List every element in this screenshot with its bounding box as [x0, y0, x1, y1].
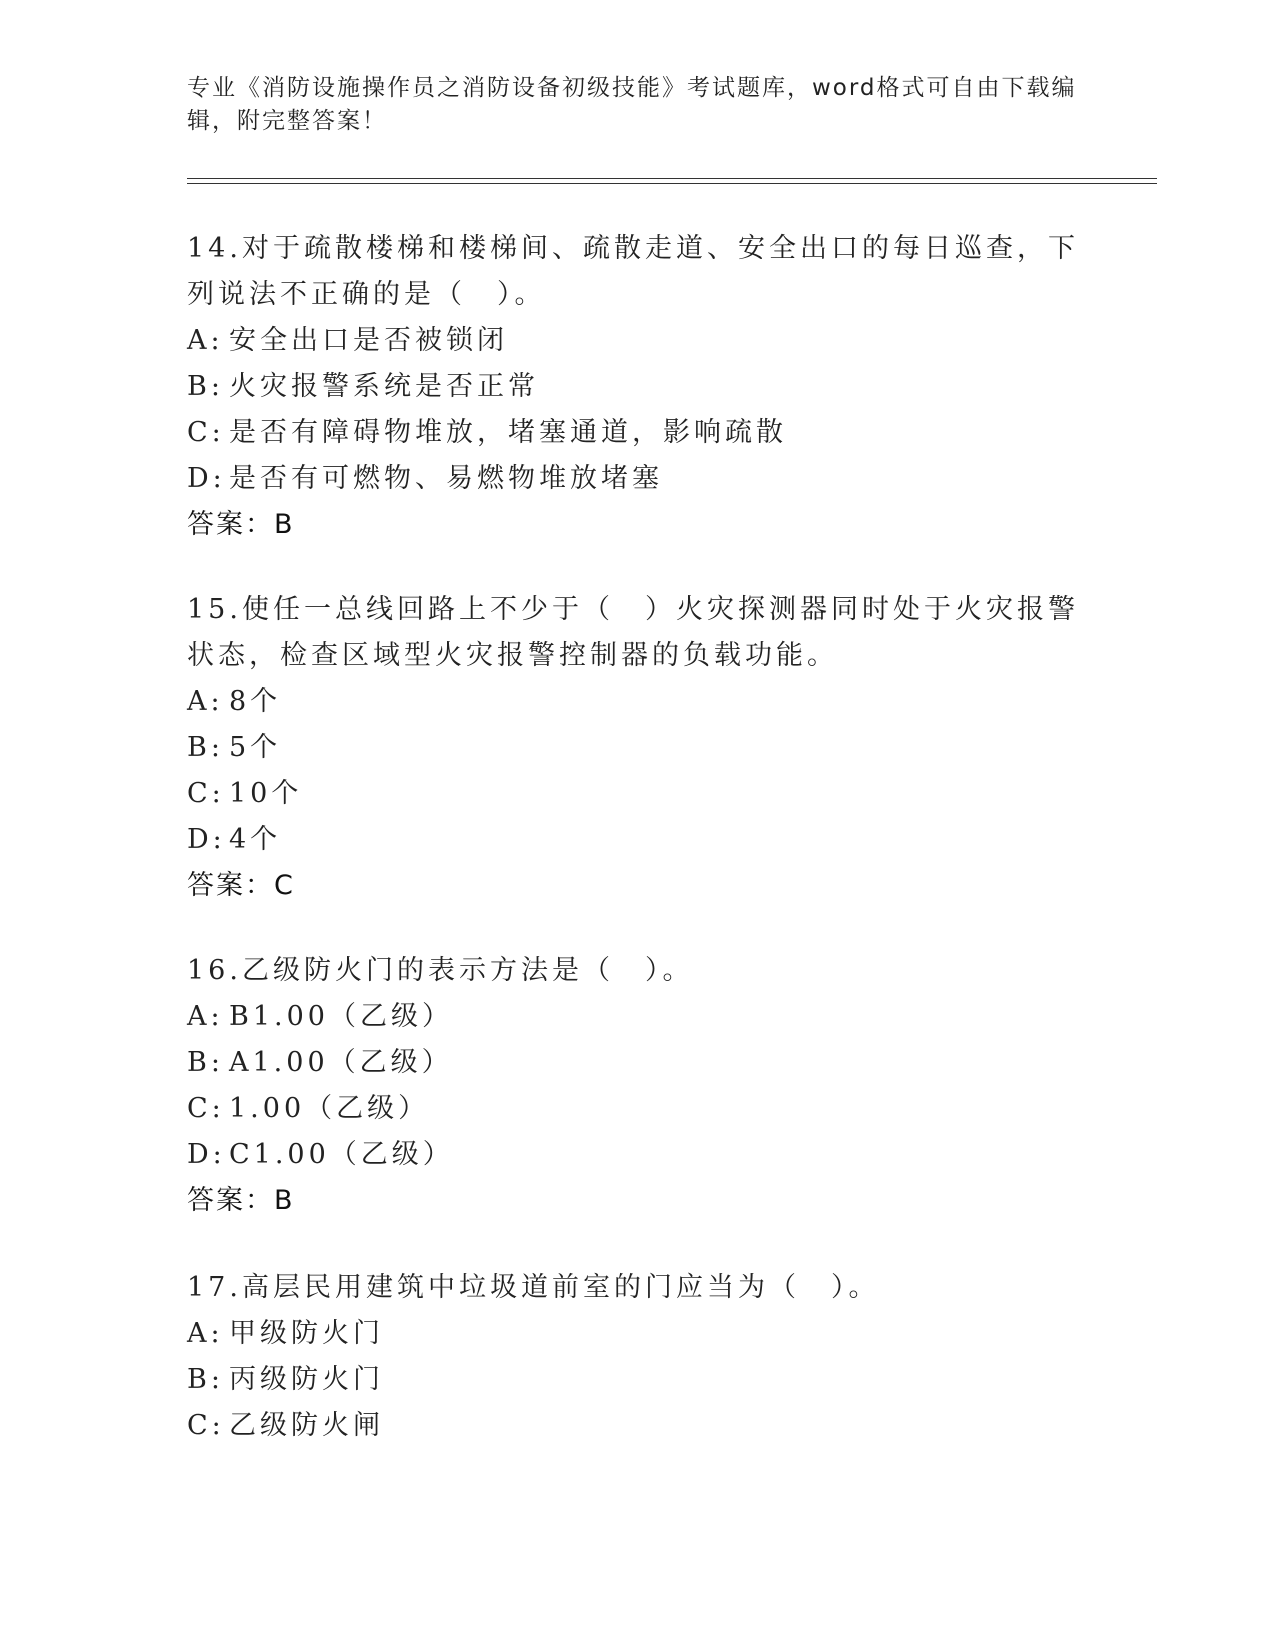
option-c: C: 乙级防火闸: [187, 1410, 384, 1441]
answer-line: 答案：C: [187, 870, 295, 901]
option-d: D: 4个: [187, 824, 282, 855]
question-stem: 16.乙级防火门的表示方法是（ ）。: [187, 955, 694, 986]
option-b: B: 5个: [187, 732, 282, 763]
document-header: 专业《消防设施操作员之消防设备初级技能》考试题库，word格式可自由下载编辑，附完整答案！: [187, 75, 1077, 134]
option-c: C: 是否有障碍物堆放，堵塞通道，影响疏散: [187, 417, 787, 448]
option-b: B: 丙级防火门: [187, 1364, 384, 1395]
question-stem: 17.高层民用建筑中垃圾道前室的门应当为（ ）。: [187, 1272, 880, 1303]
option-c: C: 1.00（乙级）: [187, 1093, 430, 1124]
question-14: [187, 226, 1087, 548]
header-divider-bottom: [187, 183, 1157, 184]
question-stem: 15.使任一总线回路上不少于（ ）火灾探测器同时处于火灾报警状态，检查区域型火灾报警控制器的负载功能。: [187, 594, 1079, 671]
question-17: [187, 1265, 1087, 1449]
header-divider-top: [187, 178, 1157, 179]
option-a: A: 安全出口是否被锁闭: [187, 325, 508, 356]
answer-line: 答案：B: [187, 509, 295, 540]
option-b: B: 火灾报警系统是否正常: [187, 371, 539, 402]
option-d: D: 是否有可燃物、易燃物堆放堵塞: [187, 463, 663, 494]
question-15: [187, 587, 1087, 909]
option-b: B: A1.00（乙级）: [187, 1047, 453, 1078]
option-c: C: 10个: [187, 778, 303, 809]
option-a: A: 8个: [187, 686, 282, 717]
question-stem: 14.对于疏散楼梯和楼梯间、疏散走道、安全出口的每日巡查，下列说法不正确的是（ ）。: [187, 233, 1079, 310]
option-d: D: C1.00（乙级）: [187, 1139, 454, 1170]
answer-line: 答案：B: [187, 1185, 295, 1216]
question-16: [187, 948, 1087, 1224]
option-a: A: 甲级防火门: [187, 1318, 384, 1349]
option-a: A: B1.00（乙级）: [187, 1001, 453, 1032]
